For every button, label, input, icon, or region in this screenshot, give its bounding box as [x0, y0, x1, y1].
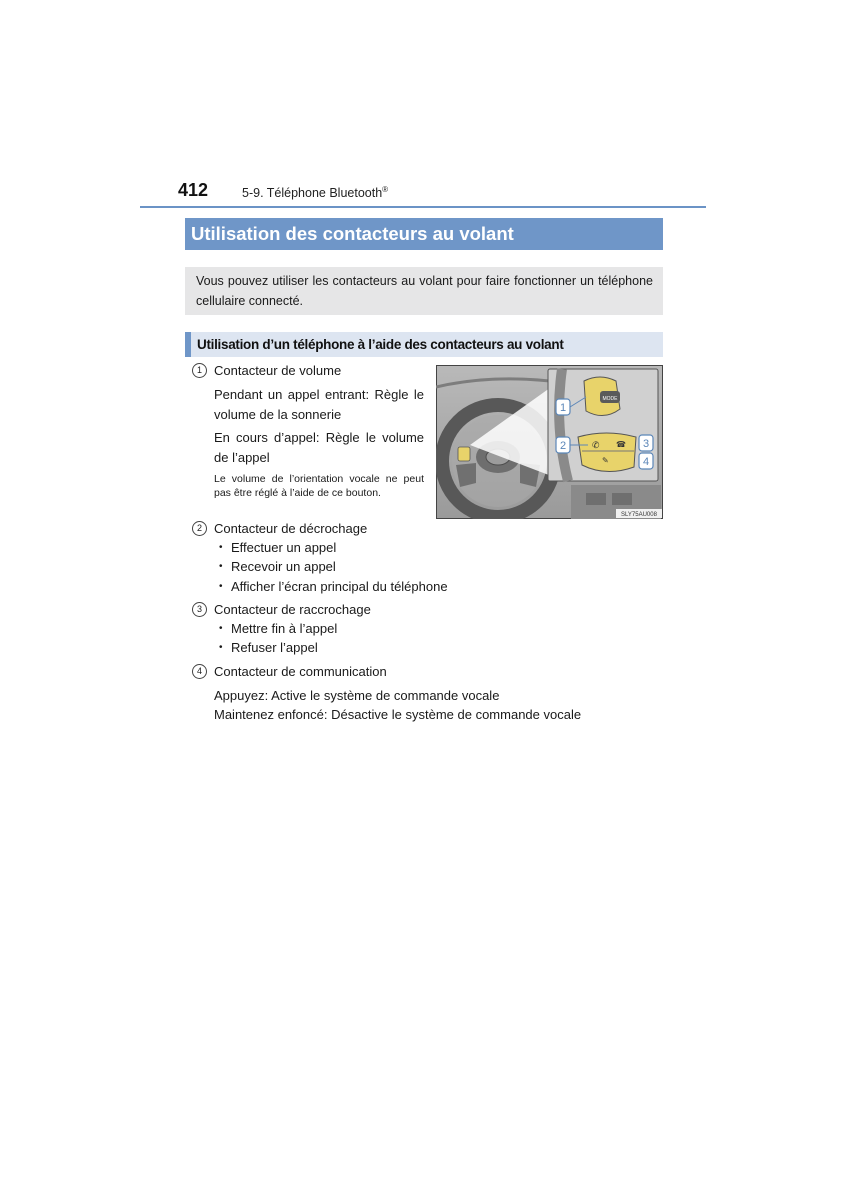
header-rule — [140, 206, 706, 208]
registered-mark: ® — [382, 185, 389, 194]
item-number-2: 2 — [192, 521, 207, 536]
item-4-line-2: Maintenez enfoncé: Désactive le système de commande vocale — [214, 707, 582, 722]
section-reference — [242, 185, 388, 200]
item-2-bullet-3: • Afficher l’écran principal du téléphone — [231, 577, 448, 596]
item-number-1: 1 — [192, 363, 207, 378]
mode-label: MODE — [602, 396, 618, 402]
item-number-4: 4 — [192, 664, 207, 679]
intro-box — [185, 267, 663, 315]
page-number: 412 — [178, 180, 209, 200]
item-1-line-1: Pendant un appel entrant: Règle le volume de la sonnerie — [214, 387, 424, 422]
item-4-line-1: Appuyez: Active le système de commande vocale — [214, 688, 500, 703]
item-1-line-2: En cours d’appel: Règle le volume de l’appel — [214, 430, 424, 465]
page-title: Utilisation des contacteurs au volant — [185, 218, 663, 250]
item-label-1: Contacteur de volume — [214, 363, 342, 378]
item-label-3: Contacteur de raccrochage — [214, 602, 371, 617]
intro-text: Vous pouvez utiliser les contacteurs au volant pour faire fonctionner un téléphone cellulaire connecté. — [196, 274, 653, 308]
item-number-3: 3 — [192, 602, 207, 617]
talk-icon: ✎ — [602, 456, 609, 465]
item-label-2: Contacteur de décrochage — [214, 521, 368, 536]
item-3-bullet-2: • Refuser l’appel — [231, 638, 318, 657]
callout-4: 4 — [642, 456, 650, 468]
illustration-code: SLY75AU008 — [621, 512, 657, 518]
hangup-icon: ☎ — [616, 440, 626, 449]
item-2-bullet-1: • Effectuer un appel — [231, 538, 336, 557]
section-title: 5-9. Téléphone Bluetooth — [242, 186, 383, 201]
subheading: Utilisation d’un téléphone à l’aide des contacteurs au volant — [185, 332, 663, 357]
item-3-bullet-1: • Mettre fin à l’appel — [231, 619, 337, 638]
item-1-note: Le volume de l’orientation vocale ne peut pas être réglé à l’aide de ce bouton. — [214, 473, 424, 499]
callout-2: 2 — [559, 440, 567, 452]
item-label-4: Contacteur de communication — [214, 664, 387, 679]
pickup-icon: ✆ — [592, 440, 600, 450]
callout-1: 1 — [559, 402, 567, 414]
callout-3: 3 — [642, 438, 650, 450]
item-2-bullet-2: • Recevoir un appel — [231, 557, 336, 576]
steering-wheel-illustration — [436, 365, 663, 519]
